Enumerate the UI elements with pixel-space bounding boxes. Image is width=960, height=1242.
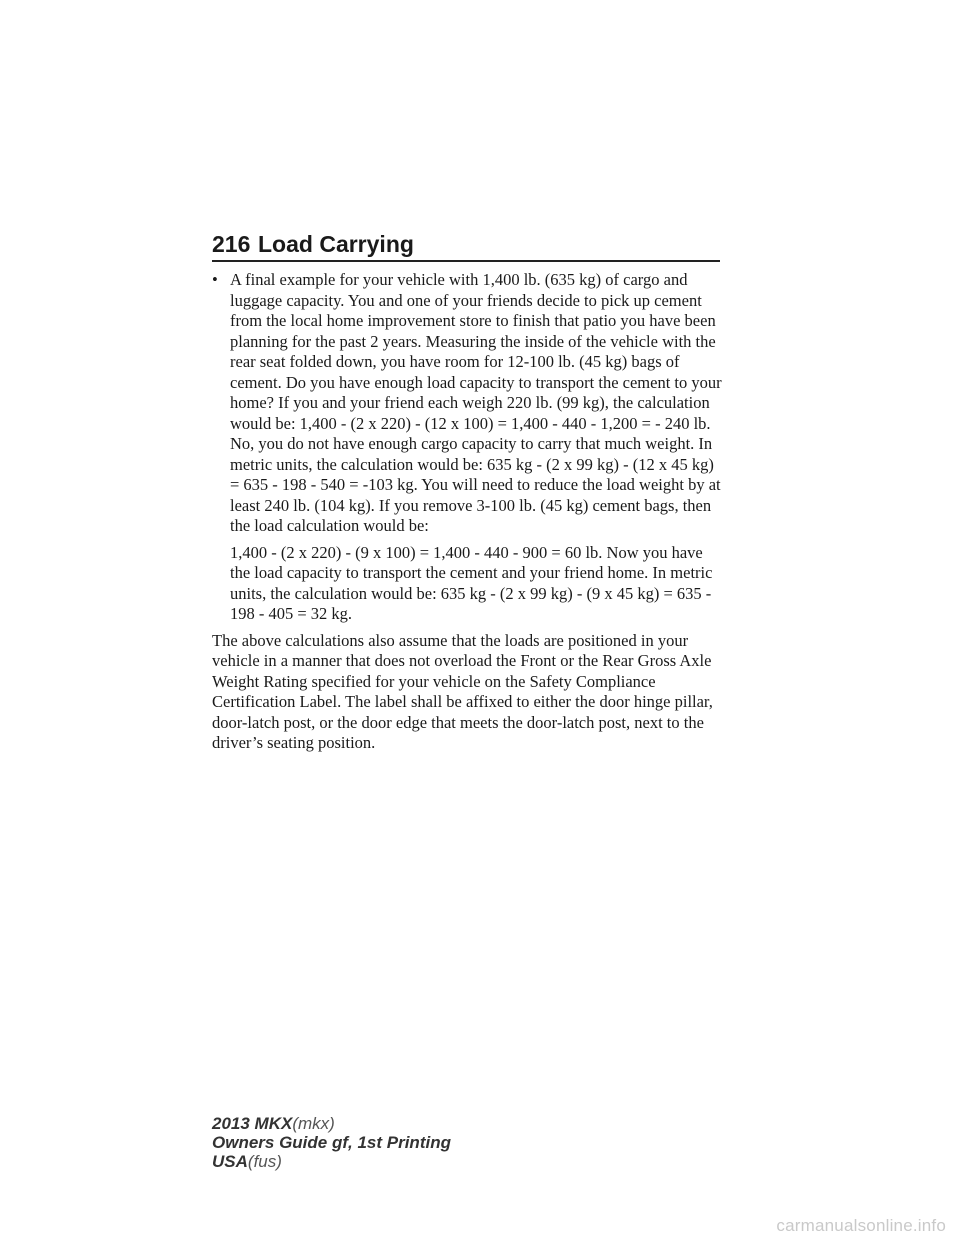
footer-line-market [212, 1152, 451, 1171]
bullet-marker: • [212, 270, 218, 289]
watermark: carmanualsonline.info [776, 1216, 946, 1235]
calculation-paragraph: 1,400 - (2 x 220) - (9 x 100) = 1,400 - 440 - 900 = 60 lb. Now you have the load capacity to transport the cement and your friend home. In metric units, the calculation would be: 635 kg - (2 x 99 kg) - (9 x 45 kg) = 635 - 198 - 405 = 32 kg. [230, 542, 713, 623]
footer-line-guide: Owners Guide gf, 1st Printing [212, 1133, 451, 1152]
bullet-item [212, 270, 726, 537]
footer-model-code: (mkx) [292, 1114, 335, 1133]
footer-market-code: (fus) [247, 1152, 282, 1171]
bullet-text: A final example for your vehicle with 1,400 lb. (635 kg) of cargo and luggage capacity. You and one of your friends decide to pick up cement from the local home improvement store to finish that patio you have been planning for the past 2 years. Measuring the inside of the vehicle with the rear seat folded down, you have room for 12-100 lb. (45 kg) bags of cement. Do you have enough load capacity to transport the cement to your home? If you and your friend each weigh 220 lb. (99 kg), the calculation would be: 1,400 - (2 x 220) - (12 x 100) = 1,400 - 440 - 1,200 = - 240 lb. No, you do not have enough cargo capacity to carry that much weight. In metric units, the calculation would be: 635 kg - (2 x 99 kg) - (12 x 45 kg) = 635 - 198 - 540 = -103 kg. You will need to reduce the load weight by at least 240 lb. (104 kg). If you remove 3-100 lb. (45 kg) cement bags, then the load calculation would be: [230, 270, 722, 535]
footer-model: 2013 MKX [212, 1114, 293, 1133]
page-footer [212, 1114, 451, 1171]
page-header [212, 230, 720, 262]
closing-paragraph: The above calculations also assume that the loads are positioned in your vehicle in a manner that does not overload the Front or the Rear Gross Axle Weight Rating specified for your vehicle on the Safety Compliance Certification Label. The label shall be affixed to either the door hinge pillar, door-latch post, or the door edge that meets the door-latch post, next to the driver’s seating position. [212, 630, 713, 752]
footer-line-model [212, 1114, 451, 1133]
section-title: Load Carrying [258, 231, 414, 257]
page-number: 216 [212, 231, 251, 257]
page-body [212, 270, 726, 754]
footer-market: USA [212, 1152, 248, 1171]
